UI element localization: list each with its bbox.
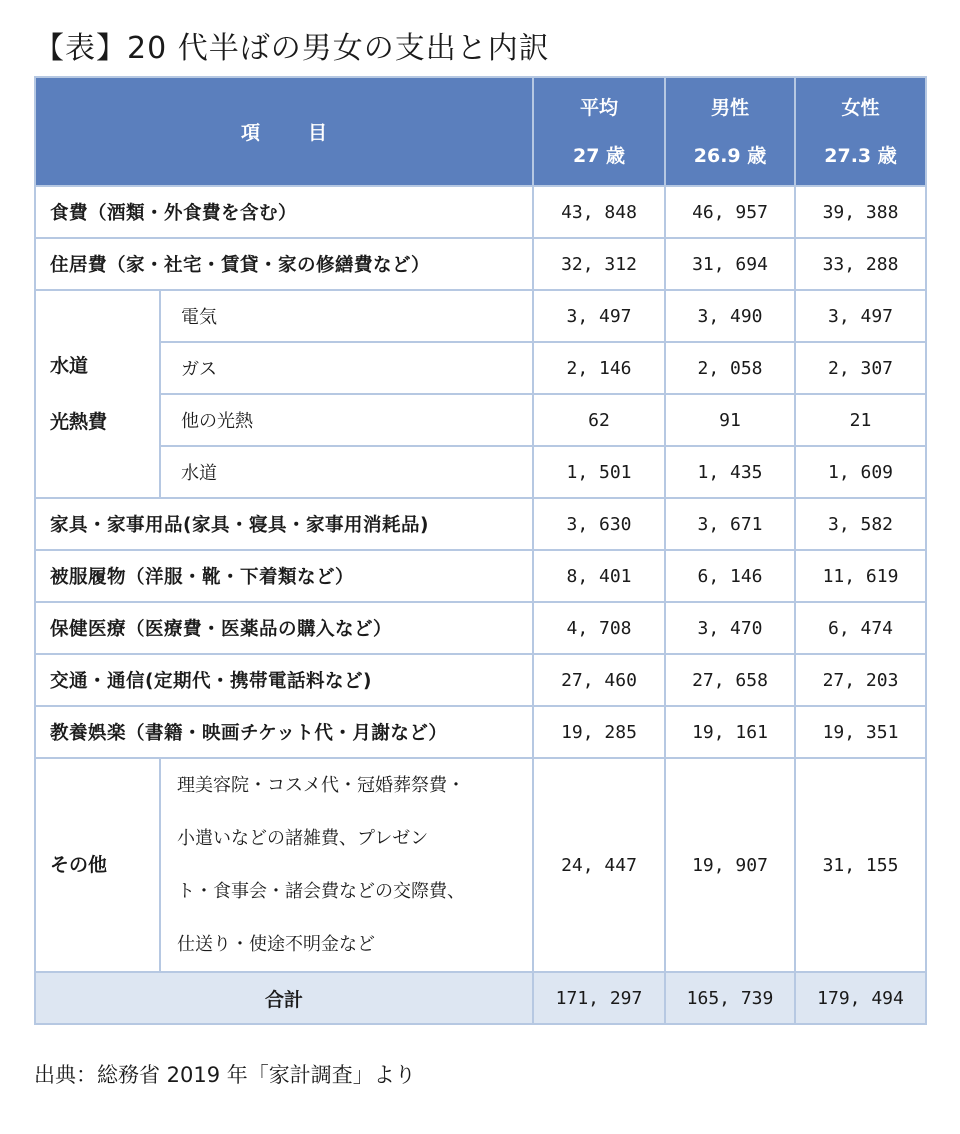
header-average-age: 27 歳 bbox=[572, 144, 626, 167]
row-label: 家具・家事用品(家具・寝具・家事用消耗品) bbox=[35, 498, 533, 550]
other-description bbox=[160, 758, 533, 972]
value-male: 31, 694 bbox=[665, 238, 795, 290]
value-male: 3, 671 bbox=[665, 498, 795, 550]
header-female-label: 女性 bbox=[841, 96, 880, 119]
other-desc-line-4: 仕送り・使途不明金など bbox=[177, 934, 375, 955]
value-male: 2, 058 bbox=[665, 342, 795, 394]
value-average: 19, 285 bbox=[533, 706, 665, 758]
table-row-water bbox=[35, 446, 926, 498]
value-male: 3, 470 bbox=[665, 602, 795, 654]
value-female: 31, 155 bbox=[795, 758, 926, 972]
header-item-char-1: 項 bbox=[240, 122, 260, 144]
sub-row-label: 電気 bbox=[160, 290, 533, 342]
table-title: 【表】20 代半ばの男女の支出と内訳 bbox=[34, 31, 550, 66]
row-label: 教養娯楽（書籍・映画チケット代・月謝など） bbox=[35, 706, 533, 758]
value-average: 24, 447 bbox=[533, 758, 665, 972]
value-female: 21 bbox=[795, 394, 926, 446]
value-average: 3, 630 bbox=[533, 498, 665, 550]
table-row-culture bbox=[35, 706, 926, 758]
value-average: 4, 708 bbox=[533, 602, 665, 654]
value-female: 6, 474 bbox=[795, 602, 926, 654]
row-label: 被服履物（洋服・靴・下着類など） bbox=[35, 550, 533, 602]
row-label: 住居費（家・社宅・賃貸・家の修繕費など） bbox=[35, 238, 533, 290]
total-label: 合計 bbox=[35, 972, 533, 1024]
utilities-group-line-1: 水道 bbox=[50, 355, 89, 377]
row-label: 食費（酒類・外食費を含む） bbox=[35, 186, 533, 238]
table-row-housing bbox=[35, 238, 926, 290]
header-item bbox=[35, 77, 533, 186]
sub-row-label: 水道 bbox=[160, 446, 533, 498]
table-row-medical bbox=[35, 602, 926, 654]
sub-row-label: 他の光熱 bbox=[160, 394, 533, 446]
total-male: 165, 739 bbox=[665, 972, 795, 1024]
value-female: 3, 497 bbox=[795, 290, 926, 342]
other-desc-line-2: 小遣いなどの諸雑費、プレゼン bbox=[177, 828, 429, 849]
value-female: 39, 388 bbox=[795, 186, 926, 238]
header-female bbox=[795, 77, 926, 186]
header-female-age: 27.3 歳 bbox=[824, 144, 897, 167]
expense-table bbox=[34, 76, 927, 1025]
table-row-food bbox=[35, 186, 926, 238]
other-label: その他 bbox=[35, 758, 160, 972]
value-average: 3, 497 bbox=[533, 290, 665, 342]
value-average: 8, 401 bbox=[533, 550, 665, 602]
table-row-other bbox=[35, 758, 926, 972]
value-male: 6, 146 bbox=[665, 550, 795, 602]
value-average: 27, 460 bbox=[533, 654, 665, 706]
row-label: 交通・通信(定期代・携帯電話料など) bbox=[35, 654, 533, 706]
value-male: 19, 907 bbox=[665, 758, 795, 972]
total-average: 171, 297 bbox=[533, 972, 665, 1024]
value-average: 1, 501 bbox=[533, 446, 665, 498]
table-row-electricity bbox=[35, 290, 926, 342]
other-desc-line-1: 理美容院・コスメ代・冠婚葬祭費・ bbox=[177, 775, 465, 796]
value-average: 2, 146 bbox=[533, 342, 665, 394]
table-row-other-utilities bbox=[35, 394, 926, 446]
other-desc-line-3: ト・食事会・諸会費などの交際費、 bbox=[177, 881, 465, 902]
value-female: 11, 619 bbox=[795, 550, 926, 602]
value-average: 32, 312 bbox=[533, 238, 665, 290]
header-average bbox=[533, 77, 665, 186]
value-female: 3, 582 bbox=[795, 498, 926, 550]
table-row-furniture bbox=[35, 498, 926, 550]
header-male-age: 26.9 歳 bbox=[693, 144, 767, 167]
value-male: 46, 957 bbox=[665, 186, 795, 238]
header-male bbox=[665, 77, 795, 186]
total-female: 179, 494 bbox=[795, 972, 926, 1024]
value-male: 3, 490 bbox=[665, 290, 795, 342]
value-female: 19, 351 bbox=[795, 706, 926, 758]
header-item-char-2: 目 bbox=[308, 122, 328, 144]
source-note: 出典：総務省 2019 年「家計調査」より bbox=[34, 1063, 416, 1087]
table-row-clothing bbox=[35, 550, 926, 602]
header-row bbox=[35, 77, 926, 186]
row-label: 保健医療（医療費・医薬品の購入など） bbox=[35, 602, 533, 654]
table-row-gas bbox=[35, 342, 926, 394]
value-female: 27, 203 bbox=[795, 654, 926, 706]
table-row-total bbox=[35, 972, 926, 1024]
sub-row-label: ガス bbox=[160, 342, 533, 394]
value-female: 2, 307 bbox=[795, 342, 926, 394]
value-male: 27, 658 bbox=[665, 654, 795, 706]
value-average: 43, 848 bbox=[533, 186, 665, 238]
value-male: 19, 161 bbox=[665, 706, 795, 758]
value-female: 1, 609 bbox=[795, 446, 926, 498]
value-male: 91 bbox=[665, 394, 795, 446]
header-average-label: 平均 bbox=[579, 96, 618, 119]
value-male: 1, 435 bbox=[665, 446, 795, 498]
value-average: 62 bbox=[533, 394, 665, 446]
header-male-label: 男性 bbox=[710, 96, 749, 119]
value-female: 33, 288 bbox=[795, 238, 926, 290]
table-row-transport bbox=[35, 654, 926, 706]
utilities-group-label bbox=[35, 290, 160, 498]
utilities-group-line-2: 光熱費 bbox=[50, 411, 108, 433]
